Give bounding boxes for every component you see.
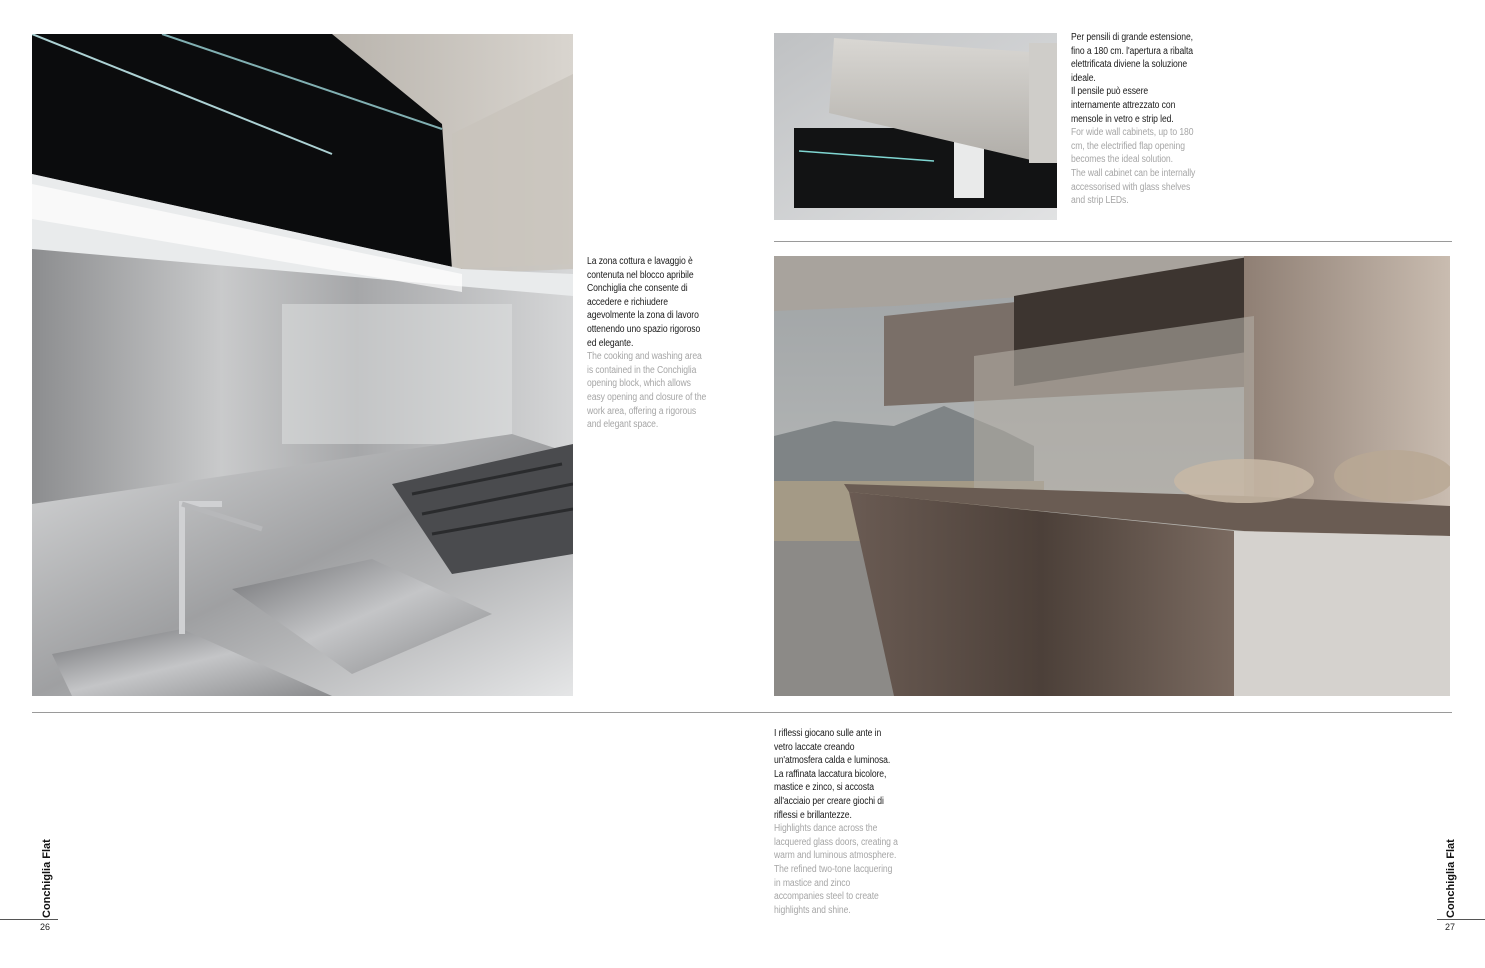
cooking-area-caption-en: The cooking and washing area is contained in the Conchiglia opening block, which allows easy opening and closure of the work area, offering a rigorous and elegant space. [587,351,707,431]
island-landscape-photo [774,256,1450,696]
reflections-caption-en-2: The refined two-tone lacquering in mastice and zinco accompanies steel to create highlights and shine. [774,863,893,916]
wall-cabinet-caption-it-2: Il pensile può essere internamente attrezzato con mensole in vetro e strip led. [1071,86,1176,125]
wall-cabinet-caption-en: For wide wall cabinets, up to 180 cm, the electrified flap opening becomes the ideal solution. [1071,127,1194,166]
stainless-kitchen-photo [32,34,573,696]
wall-cabinet-photo [774,33,1057,220]
wall-cabinet-caption [1071,31,1197,208]
wall-cabinet-caption-en-2: The wall cabinet can be internally accessorised with glass shelves and strip LEDs. [1071,167,1196,207]
left-footer-rule [0,919,58,920]
reflections-caption [774,727,898,917]
spread-divider [32,712,1452,713]
left-side-title: Conchiglia Flat [41,839,53,918]
right-side-title: Conchiglia Flat [1445,839,1457,918]
right-page-divider [774,241,1452,242]
reflections-caption-it-2: La raffinata laccatura bicolore, mastice e zinco, si accosta all'acciaio per creare giochi di riflessi e brillantezze. [774,768,887,821]
cooking-area-caption-it: La zona cottura e lavaggio è contenuta nel blocco apribile Conchiglia che consente di accedere e richiudere agevolmente la zona di lavoro ottenendo uno spazio rigoroso ed elegante. [587,256,701,349]
reflections-caption-en: Highlights dance across the lacquered glass doors, creating a warm and luminous atmosphere. [774,823,898,862]
cooking-area-caption [587,255,710,432]
right-footer-rule [1437,919,1485,920]
left-page-number: 26 [40,922,51,932]
right-page-number: 27 [1445,922,1456,932]
wall-cabinet-caption-it: Per pensili di grande estensione, fino a 180 cm. l'apertura a ribalta elettrificata diviene la soluzione ideale. [1071,32,1193,84]
reflections-caption-it: I riflessi giocano sulle ante in vetro laccate creando un'atmosfera calda e luminosa. [774,728,891,767]
